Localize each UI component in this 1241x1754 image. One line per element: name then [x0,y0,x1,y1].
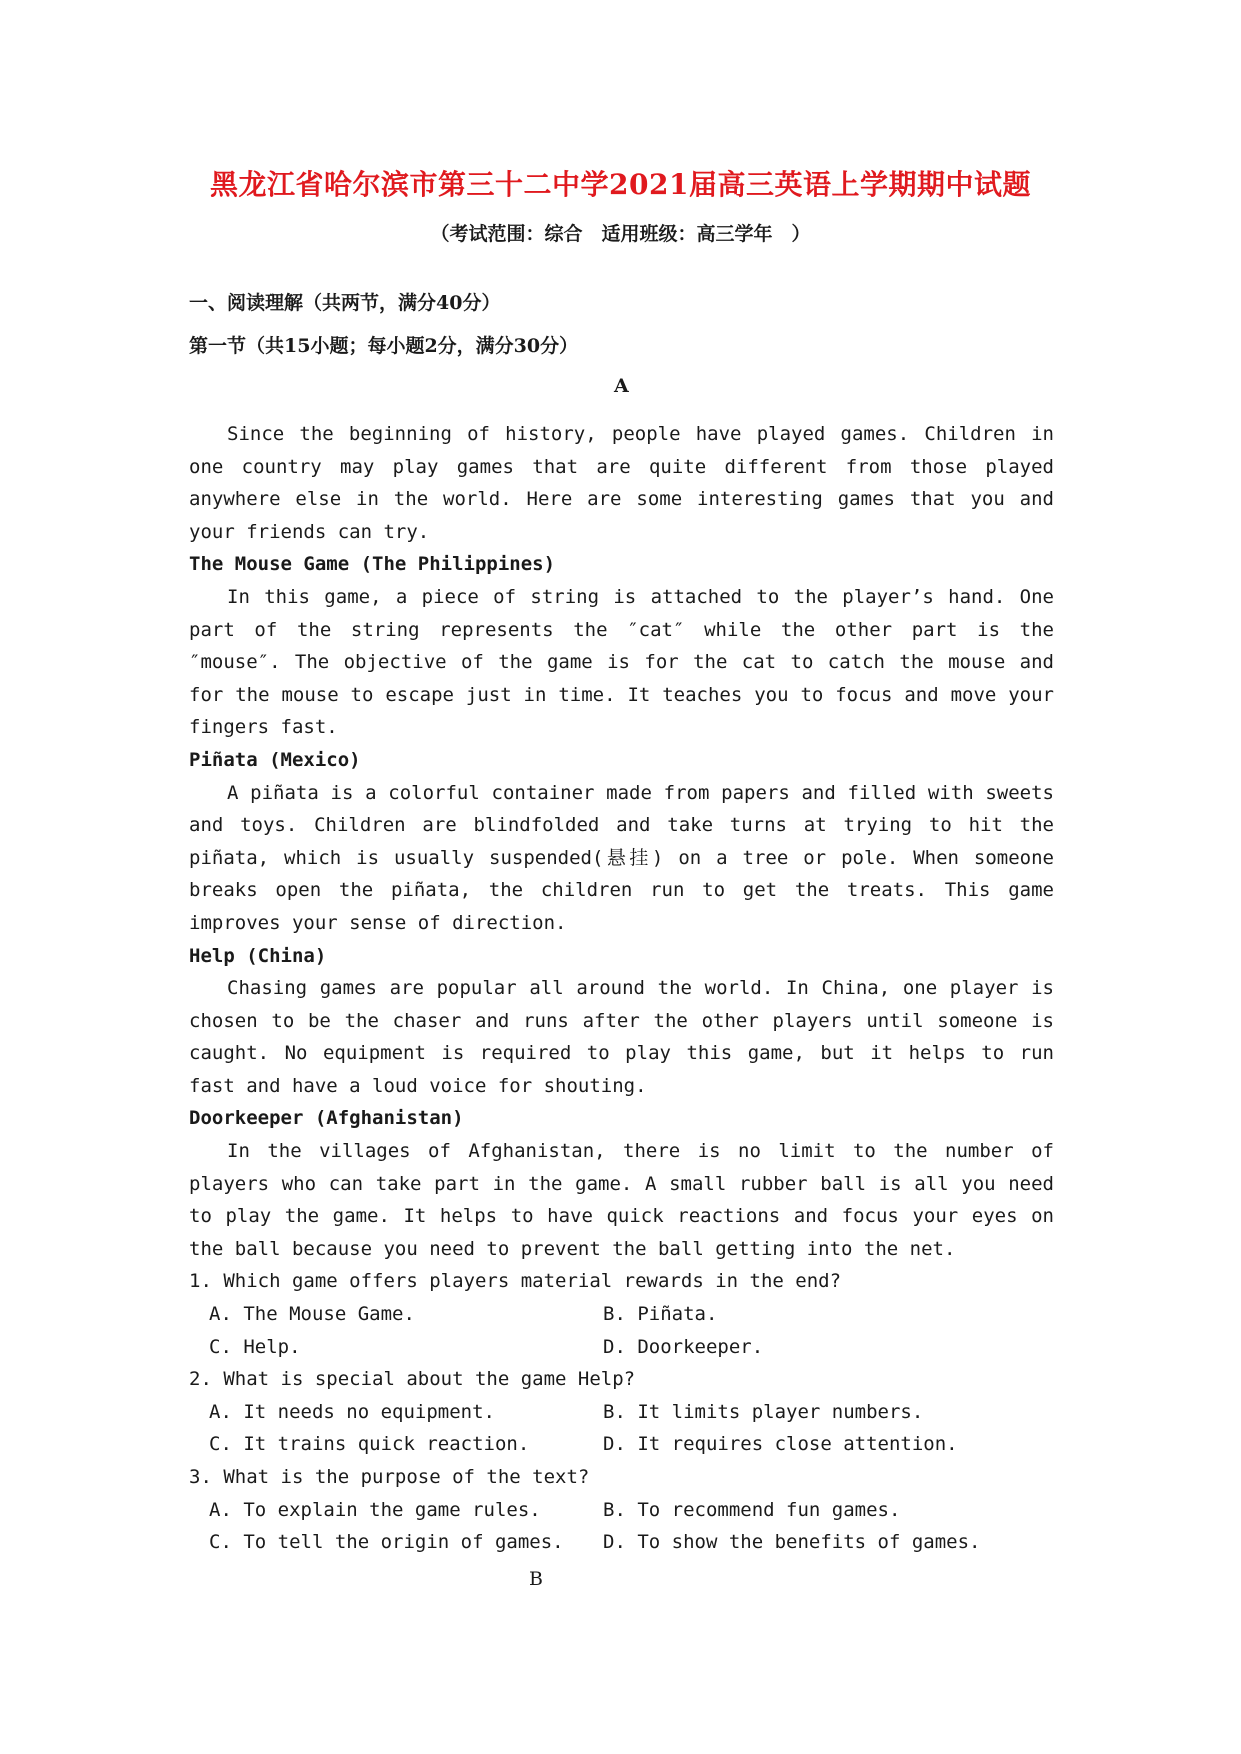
game-text: A piñata is a colorful container made from papers and filled with sweets and toys. Children are blindfolded and take turns at trying to hit the piñata, which is usually suspended(悬挂) on a tree or pole. When someone breaks open the piñata, the children run to get the treats. This game improves your sense of direction. [189,781,1054,934]
passage-b-label: B [529,1568,543,1590]
exam-title: 黑龙江省哈尔滨市第三十二中学2021届高三英语上学期期中试题 [210,168,1031,201]
option-b: B. It limits player numbers. [603,1400,924,1423]
passage-a-body [189,418,1054,1559]
option-b: B. Piñata. [603,1303,718,1326]
passage-a-label: A [614,375,629,397]
game-heading: The Mouse Game (The Philippines) [189,553,556,576]
option-row [189,1526,1054,1559]
option-row [189,1298,1054,1331]
game-heading: Help (China) [189,944,327,967]
option-row [189,1396,1054,1429]
game-text: Chasing games are popular all around the world. In China, one player is chosen to be the chaser and runs after the other players until someone is caught. No equipment is required to play this game, but it helps to run fast and have a loud voice for shouting. [189,977,1054,1097]
game-text: In this game, a piece of string is attached to the player’s hand. One part of the string represents the ″cat″ while the other part is the ″mouse″. The objective of the game is for the cat to catch the mouse and for the mouse to escape just in time. It teaches you to focus and move your fingers fast. [189,585,1054,739]
option-a: A. The Mouse Game. [209,1303,415,1326]
option-d: D. It requires close attention. [603,1433,958,1456]
option-row [189,1428,1054,1461]
option-a: A. It needs no equipment. [209,1400,495,1423]
game-heading: Doorkeeper (Afghanistan) [189,1107,464,1130]
option-row [189,1494,1054,1527]
section-heading: 第一节（共15小题；每小题2分，满分30分） [189,335,579,357]
question-stem: 2. What is special about the game Help? [189,1368,636,1391]
option-c: C. Help. [209,1335,301,1358]
option-d: D. To show the benefits of games. [603,1531,981,1554]
passage-intro: Since the beginning of history, people have played games. Children in one country may play games that are quite different from those played anywhere else in the world. Here are some interesting games that you and your friends can try. [189,423,1054,543]
exam-subtitle: （考试范围：综合 适用班级：高三学年 ） [430,223,811,245]
option-row [189,1331,1054,1364]
part-heading: 一、阅读理解（共两节，满分40分） [189,292,501,314]
question-stem: 1. Which game offers players material rewards in the end? [189,1270,842,1293]
game-heading: Piñata (Mexico) [189,748,361,771]
option-c: C. To tell the origin of games. [209,1531,564,1554]
option-d: D. Doorkeeper. [603,1335,764,1358]
option-b: B. To recommend fun games. [603,1498,901,1521]
option-a: A. To explain the game rules. [209,1498,541,1521]
option-c: C. It trains quick reaction. [209,1433,530,1456]
question-stem: 3. What is the purpose of the text? [189,1466,590,1488]
game-text: In the villages of Afghanistan, there is no limit to the number of players who can take part in the game. A small rubber ball is all you need to play the game. It helps to have quick reactions and focus your eyes on the ball because you need to prevent the ball getting into the net. [189,1140,1054,1260]
